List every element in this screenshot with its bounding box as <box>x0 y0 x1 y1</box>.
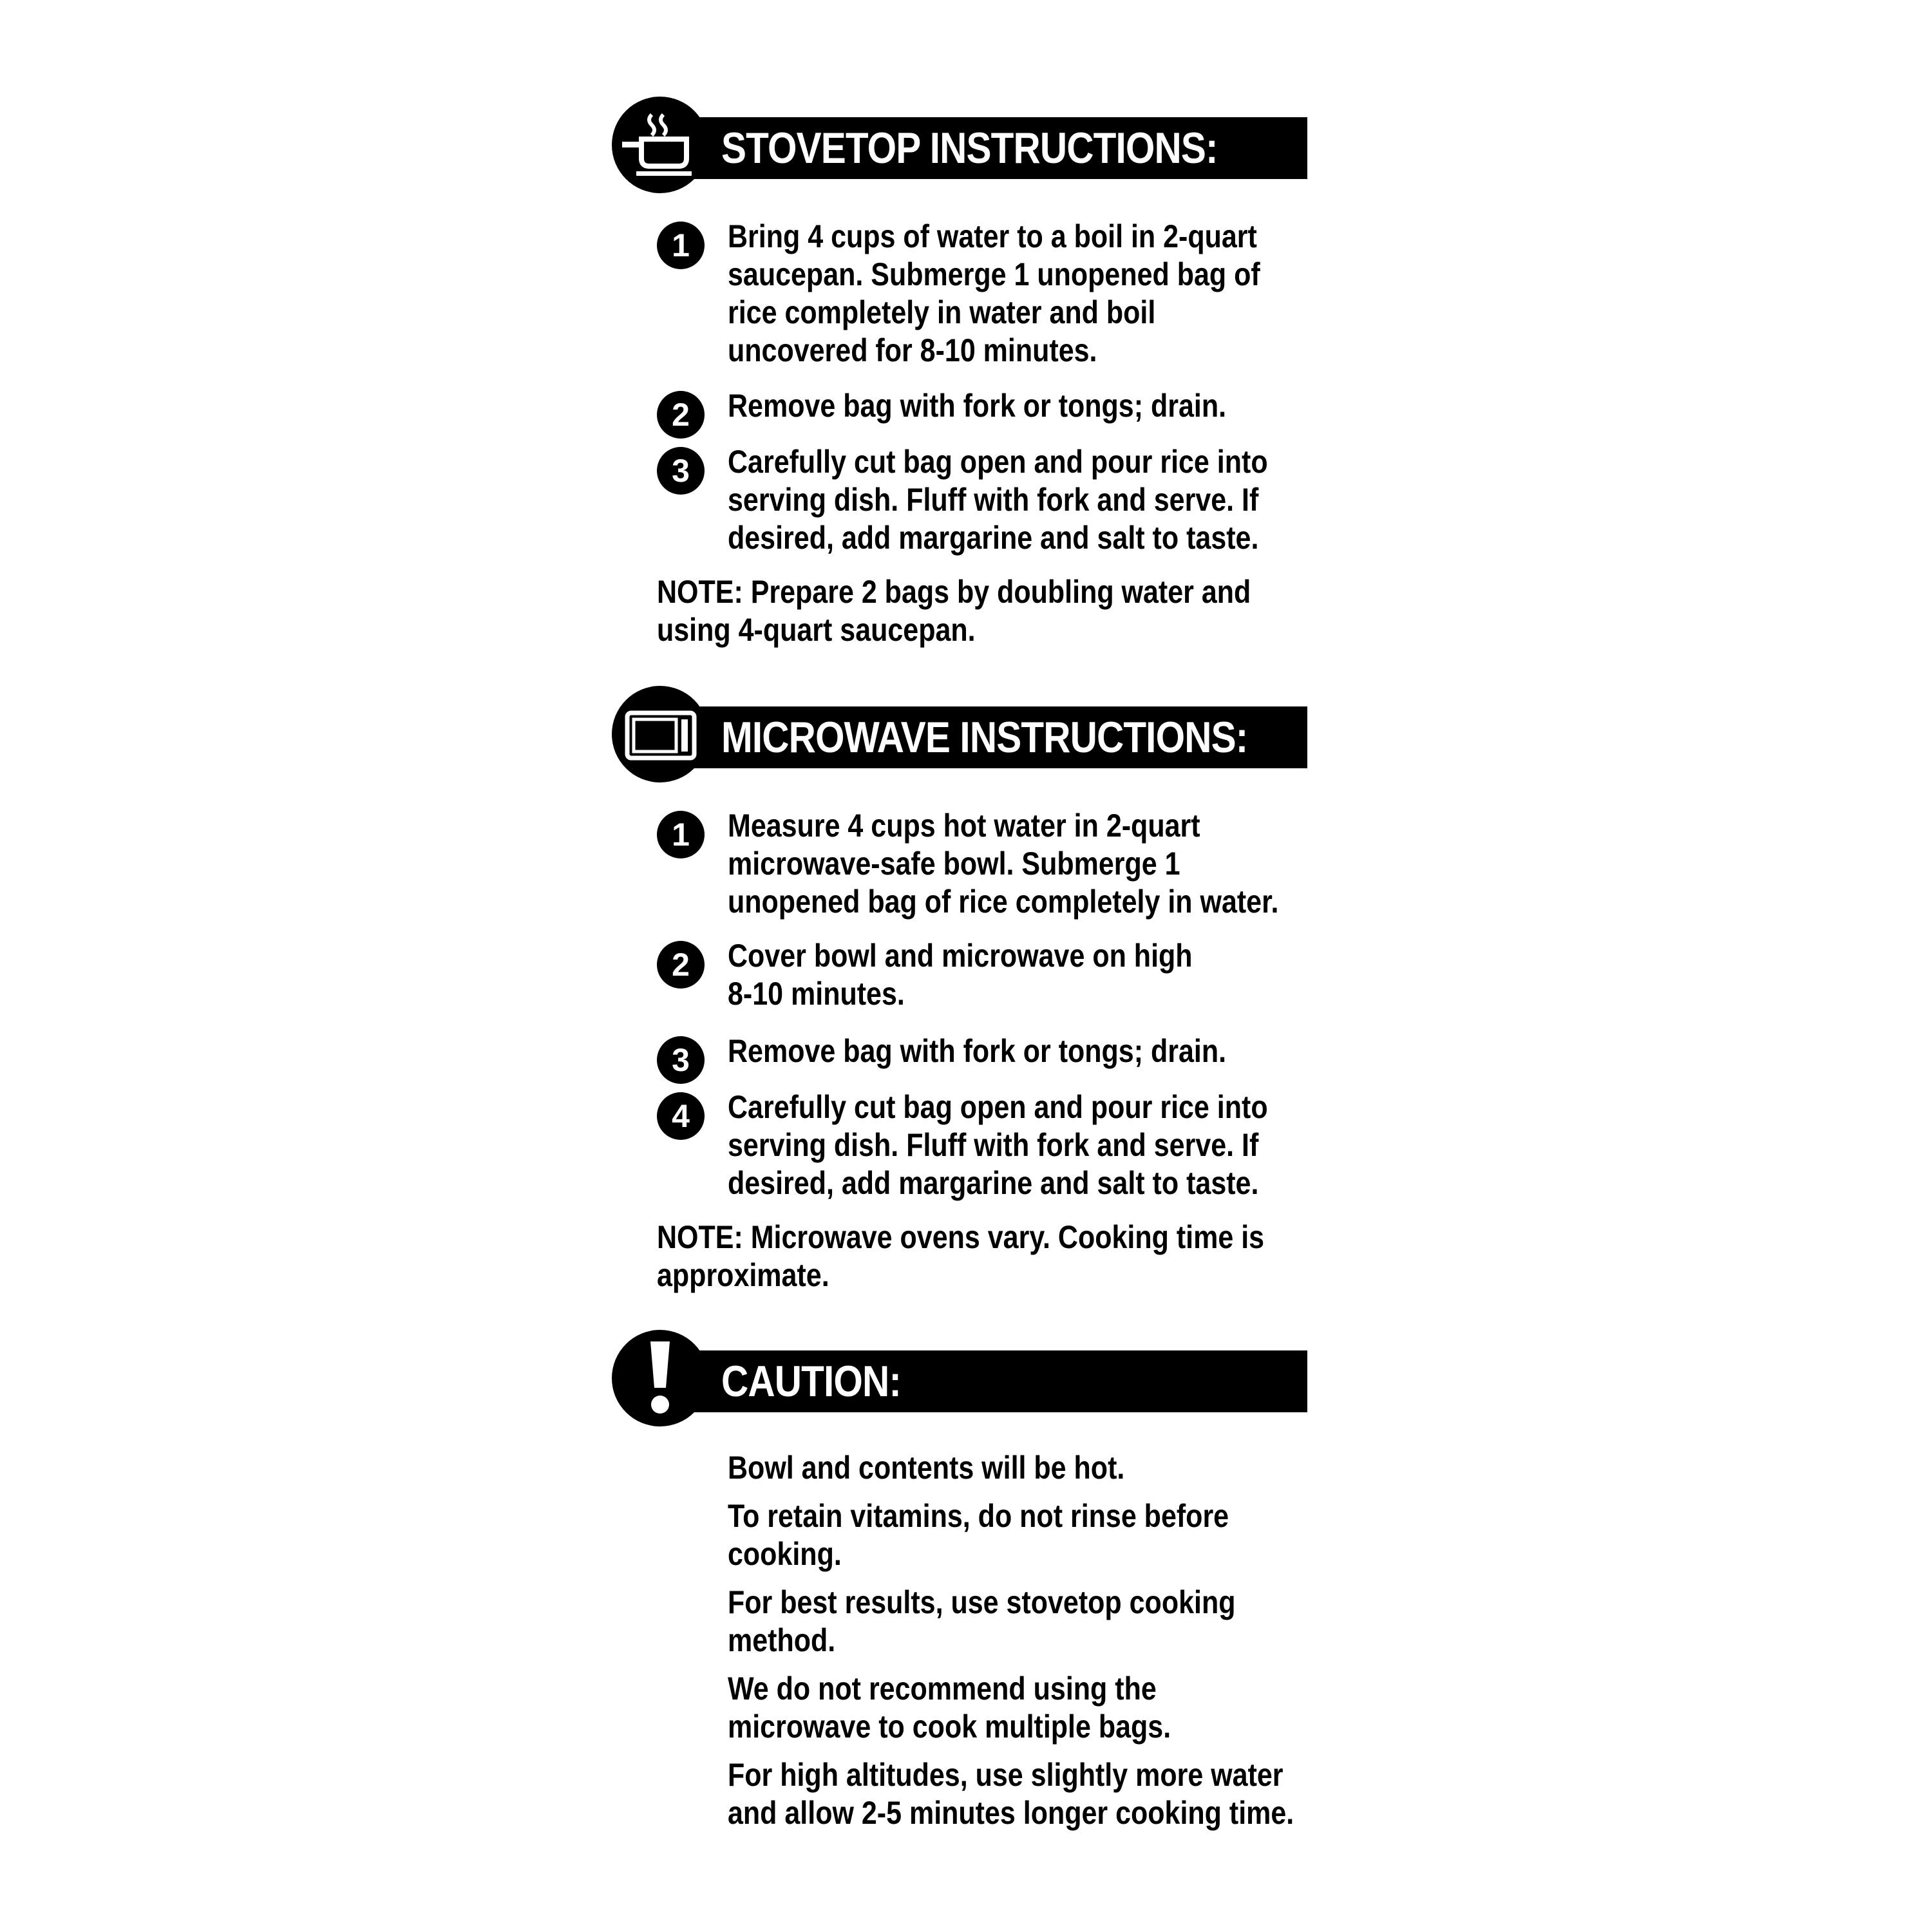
caution-item: Bowl and contents will be hot. <box>728 1450 1125 1486</box>
microwave-icon <box>612 686 708 782</box>
step-text: Carefully cut bag open and pour rice into serving dish. Fluff with fork and serve. If desired, add margarine and salt to taste. <box>728 1089 1268 1201</box>
caution-title: CAUTION: <box>721 1357 901 1406</box>
stovetop-note: NOTE: Prepare 2 bags by doubling water and using 4-quart saucepan. <box>657 574 1251 648</box>
step-text: Measure 4 cups hot water in 2-quart microwave-safe bowl. Submerge 1 unopened bag of rice completely in water. <box>728 808 1279 920</box>
step-number-badge: 3 <box>657 447 705 495</box>
microwave-title: MICROWAVE INSTRUCTIONS: <box>721 713 1248 762</box>
step-text: Carefully cut bag open and pour rice into serving dish. Fluff with fork and serve. If desired, add margarine and salt to taste. <box>728 444 1268 556</box>
step-number-badge: 3 <box>657 1036 705 1084</box>
stovetop-header <box>612 97 1307 193</box>
caution-item: We do not recommend using the microwave to cook multiple bags. <box>728 1671 1171 1745</box>
step-number-badge: 1 <box>657 811 705 858</box>
cooking-instructions-panel <box>612 97 1307 1835</box>
caution-item: For high altitudes, use slightly more water and allow 2-5 minutes longer cooking time. <box>728 1757 1294 1831</box>
caution-item: To retain vitamins, do not rinse before cooking. <box>728 1498 1229 1572</box>
step-text: Cover bowl and microwave on high 8-10 minutes. <box>728 938 1193 1012</box>
caution-item: For best results, use stovetop cooking method. <box>728 1584 1236 1658</box>
step-number-badge: 1 <box>657 222 705 269</box>
step-text: Remove bag with fork or tongs; drain. <box>728 1033 1227 1069</box>
step-number-badge: 2 <box>657 391 705 439</box>
microwave-note: NOTE: Microwave ovens vary. Cooking time is approximate. <box>657 1219 1265 1293</box>
step-text: Remove bag with fork or tongs; drain. <box>728 388 1227 424</box>
microwave-header <box>612 686 1307 782</box>
caution-header <box>612 1330 1307 1426</box>
exclamation-icon <box>612 1330 708 1426</box>
step-number-badge: 4 <box>657 1092 705 1140</box>
steaming-pot-icon <box>612 97 708 193</box>
step-number-badge: 2 <box>657 941 705 989</box>
step-text: Bring 4 cups of water to a boil in 2-quart saucepan. Submerge 1 unopened bag of rice completely in water and boil uncovered for 8-10 minutes. <box>728 218 1260 368</box>
stovetop-title: STOVETOP INSTRUCTIONS: <box>721 124 1218 173</box>
